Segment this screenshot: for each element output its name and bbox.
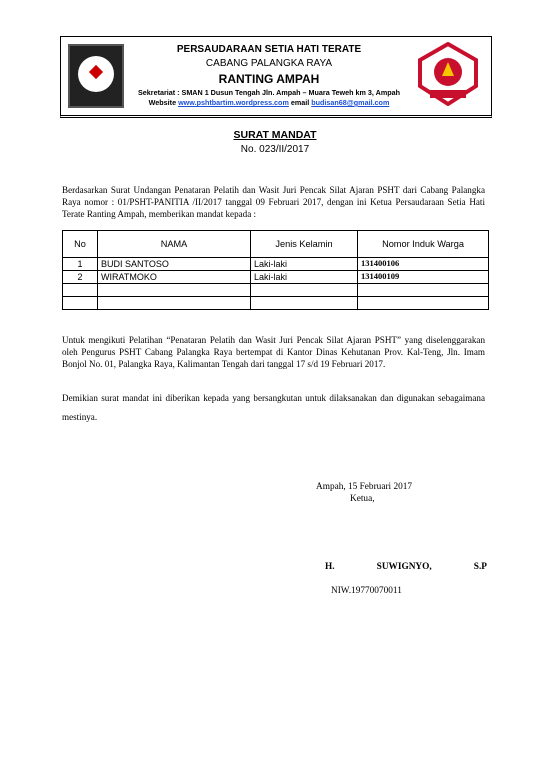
table-row	[63, 258, 489, 271]
row-member-number	[358, 297, 489, 310]
signer-name-part: SUWIGNYO,	[376, 562, 432, 572]
org-name: PERSAUDARAAN SETIA HATI TERATE	[176, 44, 362, 55]
row-no	[63, 297, 98, 310]
column-header-nomor-induk: Nomor Induk Warga	[358, 231, 489, 258]
row-member-number	[358, 284, 489, 297]
branch-name: CABANG PALANGKA RAYA	[205, 58, 333, 69]
signer-name-part: S.P	[473, 562, 487, 572]
row-no	[63, 284, 98, 297]
row-gender	[251, 284, 358, 297]
row-member-number: 131400106	[358, 258, 489, 271]
document-number: No. 023/II/2017	[240, 144, 310, 155]
signer-position: Ketua,	[350, 494, 375, 504]
column-header-no: No	[63, 231, 98, 258]
signer-name	[325, 562, 487, 572]
table-row	[63, 297, 489, 310]
row-gender: Laki-laki	[251, 271, 358, 284]
secretariat-address: Sekretariat : SMAN 1 Dusun Tengah Jln. Ampah – Muara Teweh km 3, Ampah	[137, 88, 400, 97]
row-name	[98, 297, 251, 310]
row-name: WIRATMOKO	[98, 271, 251, 284]
website-label: Website	[148, 98, 177, 107]
unit-name: RANTING AMPAH	[218, 72, 320, 86]
row-no: 1	[63, 258, 98, 271]
row-gender: Laki-laki	[251, 258, 358, 271]
row-no: 2	[63, 271, 98, 284]
row-member-number: 131400109	[358, 271, 489, 284]
psht-emblem-icon	[68, 44, 124, 108]
signer-niw: NIW.19770070011	[331, 586, 402, 596]
mandate-table	[62, 230, 489, 310]
table-row	[63, 284, 489, 297]
row-gender	[251, 297, 358, 310]
table-header-row	[63, 231, 489, 258]
table-row	[63, 271, 489, 284]
row-name: BUDI SANTOSO	[98, 258, 251, 271]
contact-line	[124, 98, 414, 107]
signer-name-part: H.	[325, 562, 335, 572]
ipsi-emblem-icon	[416, 42, 480, 106]
place-date: Ampah, 15 Februari 2017	[316, 482, 413, 492]
opening-paragraph: Berdasarkan Surat Undangan Penataran Pelatih dan Wasit Juri Pencak Silat Ajaran PSHT dari Cabang Palangka Raya nomor : 01/PSHT-PANITIA /II/2017 tanggal 09 Februari 2017, dengan ini Ketua Persaudaraan Setia Hati Terate Ranting Ampah, memberikan mandat kepada :	[62, 185, 485, 219]
document-title: SURAT MANDAT	[233, 129, 317, 141]
column-header-nama: NAMA	[98, 231, 251, 258]
website-link[interactable]: www.pshtbartim.wordpress.com	[178, 98, 289, 107]
row-name	[98, 284, 251, 297]
closing-paragraph: Demikian surat mandat ini diberikan kepada yang bersangkutan untuk dilaksanakan dan digunakan sebagaimana mestinya.	[62, 393, 485, 422]
column-header-jenis-kelamin: Jenis Kelamin	[251, 231, 358, 258]
body-paragraph: Untuk mengikuti Pelatihan “Penataran Pelatih dan Wasit Juri Pencak Silat Ajaran PSHT” yang diselenggarakan oleh Pengurus PSHT Cabang Palangka Raya bertempat di Kantor Dinas Kehutanan Prov. Kal-Teng, Jln. Imam Bonjol No. 01, Palangka Raya, Kalimantan Tengah dari tanggal 17 s/d 19 Februari 2017.	[62, 335, 485, 369]
email-label: email	[290, 98, 310, 107]
email-link[interactable]: budisan68@gmail.com	[311, 98, 390, 107]
